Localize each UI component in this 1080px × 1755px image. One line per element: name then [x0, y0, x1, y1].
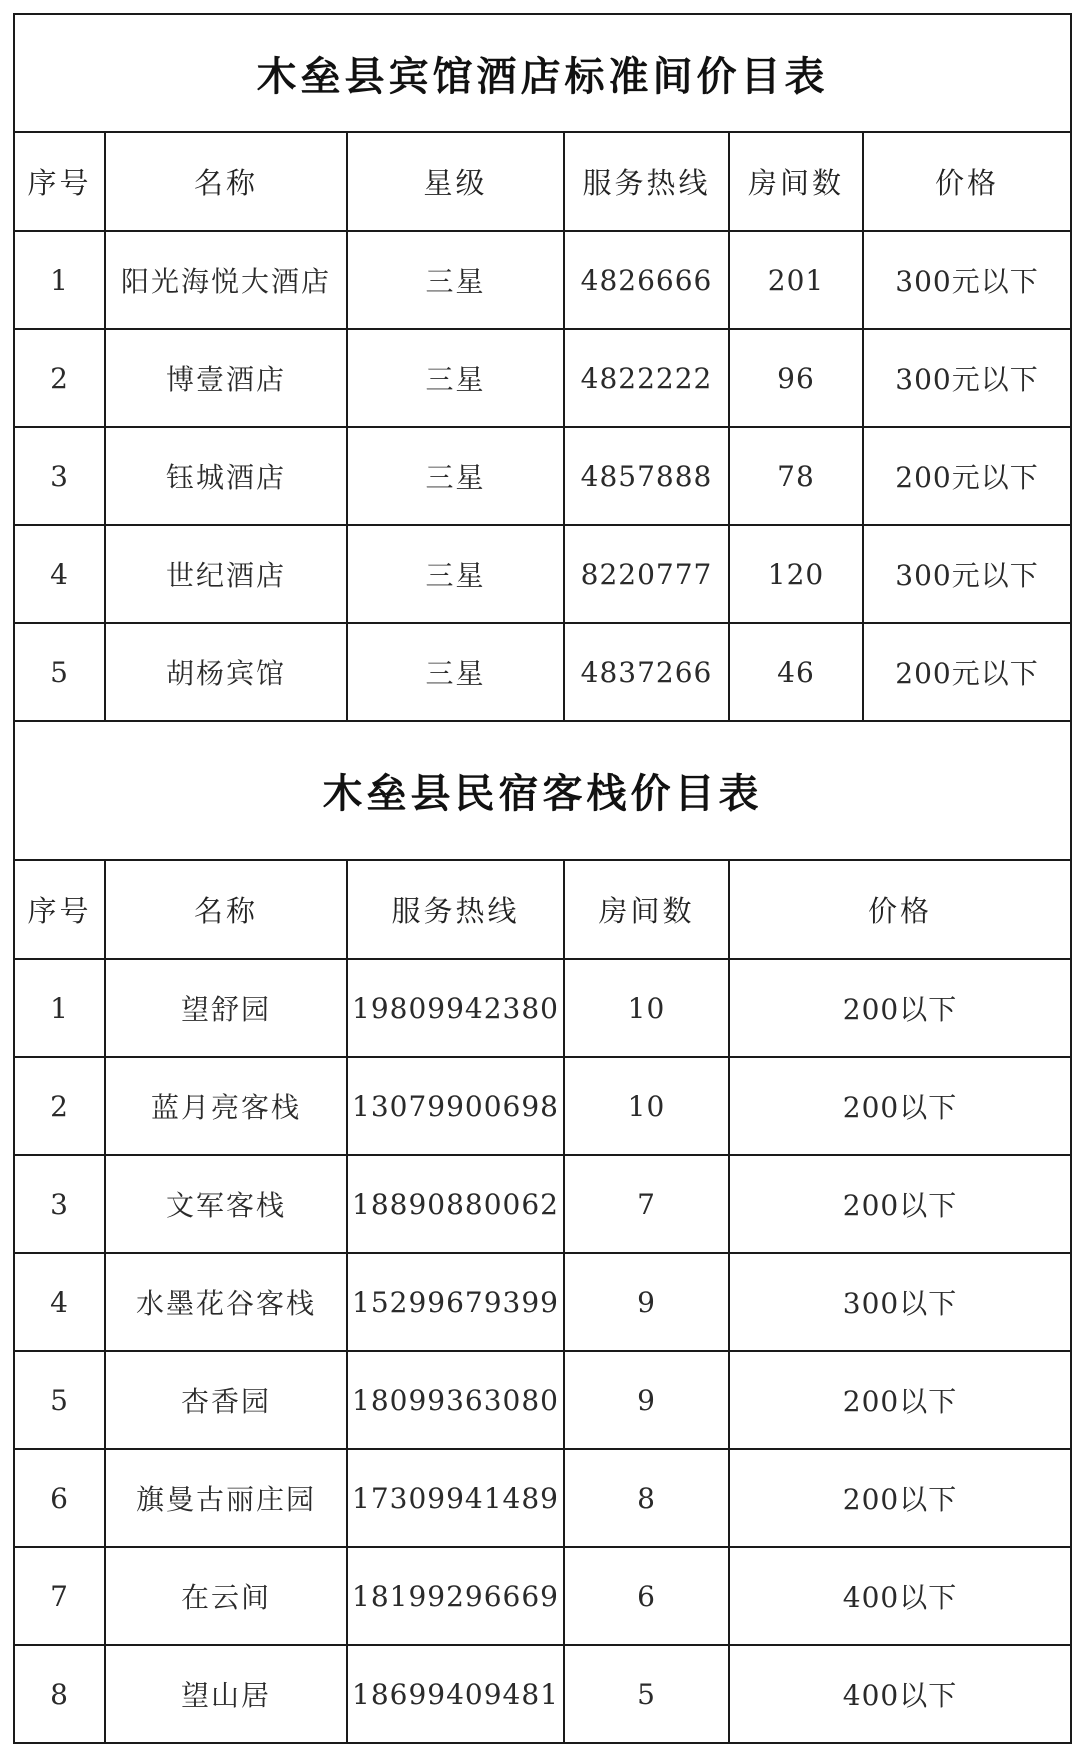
header-price: 价格 — [729, 860, 1071, 959]
cell-rooms: 8 — [564, 1449, 729, 1547]
table-row — [14, 525, 1071, 623]
header-hotline: 服务热线 — [347, 860, 564, 959]
hotel-price-table — [13, 13, 1072, 722]
cell-rooms: 9 — [564, 1351, 729, 1449]
table-row — [14, 231, 1071, 329]
cell-no: 4 — [14, 1253, 105, 1351]
cell-rooms: 96 — [729, 329, 863, 427]
header-hotline: 服务热线 — [564, 132, 729, 231]
table-row — [14, 959, 1071, 1057]
cell-price: 300元以下 — [863, 329, 1071, 427]
cell-hotline: 18099363080 — [347, 1351, 564, 1449]
table-row — [14, 1253, 1071, 1351]
cell-no: 8 — [14, 1645, 105, 1743]
cell-rooms: 120 — [729, 525, 863, 623]
cell-name: 水墨花谷客栈 — [105, 1253, 347, 1351]
table-row — [14, 427, 1071, 525]
cell-name: 钰城酒店 — [105, 427, 347, 525]
homestay-table-title: 木垒县民宿客栈价目表 — [14, 721, 1071, 860]
cell-name: 蓝月亮客栈 — [105, 1057, 347, 1155]
cell-no: 7 — [14, 1547, 105, 1645]
cell-hotline: 13079900698 — [347, 1057, 564, 1155]
cell-price: 200元以下 — [863, 427, 1071, 525]
homestay-price-table — [13, 720, 1072, 1744]
header-star: 星级 — [347, 132, 564, 231]
cell-price: 300元以下 — [863, 525, 1071, 623]
header-rooms: 房间数 — [729, 132, 863, 231]
cell-no: 5 — [14, 1351, 105, 1449]
cell-name: 世纪酒店 — [105, 525, 347, 623]
cell-no: 3 — [14, 1155, 105, 1253]
cell-hotline: 4837266 — [564, 623, 729, 721]
cell-price: 200元以下 — [863, 623, 1071, 721]
header-price: 价格 — [863, 132, 1071, 231]
header-no: 序号 — [14, 132, 105, 231]
cell-hotline: 4857888 — [564, 427, 729, 525]
cell-rooms: 10 — [564, 1057, 729, 1155]
cell-hotline: 17309941489 — [347, 1449, 564, 1547]
cell-no: 2 — [14, 329, 105, 427]
cell-no: 3 — [14, 427, 105, 525]
header-no: 序号 — [14, 860, 105, 959]
table-row — [14, 1351, 1071, 1449]
table-row — [14, 1155, 1071, 1253]
cell-price: 300以下 — [729, 1253, 1071, 1351]
cell-hotline: 4826666 — [564, 231, 729, 329]
cell-name: 文军客栈 — [105, 1155, 347, 1253]
cell-rooms: 10 — [564, 959, 729, 1057]
hotel-table-header-row — [14, 132, 1071, 231]
cell-name: 博壹酒店 — [105, 329, 347, 427]
cell-rooms: 5 — [564, 1645, 729, 1743]
cell-no: 1 — [14, 231, 105, 329]
cell-star: 三星 — [347, 329, 564, 427]
cell-price: 200以下 — [729, 959, 1071, 1057]
cell-name: 阳光海悦大酒店 — [105, 231, 347, 329]
cell-name: 旗曼古丽庄园 — [105, 1449, 347, 1547]
cell-rooms: 9 — [564, 1253, 729, 1351]
cell-price: 300元以下 — [863, 231, 1071, 329]
cell-name: 望山居 — [105, 1645, 347, 1743]
cell-price: 200以下 — [729, 1449, 1071, 1547]
cell-star: 三星 — [347, 525, 564, 623]
price-list-sheet — [13, 13, 1070, 1744]
cell-price: 400以下 — [729, 1547, 1071, 1645]
cell-rooms: 6 — [564, 1547, 729, 1645]
cell-hotline: 15299679399 — [347, 1253, 564, 1351]
table-row — [14, 1057, 1071, 1155]
cell-price: 200以下 — [729, 1155, 1071, 1253]
cell-hotline: 18199296669 — [347, 1547, 564, 1645]
homestay-table-header-row — [14, 860, 1071, 959]
cell-hotline: 18890880062 — [347, 1155, 564, 1253]
header-name: 名称 — [105, 860, 347, 959]
cell-name: 杏香园 — [105, 1351, 347, 1449]
cell-price: 400以下 — [729, 1645, 1071, 1743]
cell-hotline: 8220777 — [564, 525, 729, 623]
cell-name: 在云间 — [105, 1547, 347, 1645]
cell-no: 2 — [14, 1057, 105, 1155]
table-row — [14, 329, 1071, 427]
table-row — [14, 1449, 1071, 1547]
table-row — [14, 1547, 1071, 1645]
cell-star: 三星 — [347, 427, 564, 525]
cell-hotline: 19809942380 — [347, 959, 564, 1057]
cell-price: 200以下 — [729, 1351, 1071, 1449]
cell-hotline: 18699409481 — [347, 1645, 564, 1743]
cell-rooms: 46 — [729, 623, 863, 721]
header-name: 名称 — [105, 132, 347, 231]
table-row — [14, 1645, 1071, 1743]
hotel-table-title: 木垒县宾馆酒店标准间价目表 — [14, 14, 1071, 132]
cell-name: 望舒园 — [105, 959, 347, 1057]
table-row — [14, 623, 1071, 721]
cell-rooms: 201 — [729, 231, 863, 329]
cell-price: 200以下 — [729, 1057, 1071, 1155]
cell-no: 4 — [14, 525, 105, 623]
cell-no: 5 — [14, 623, 105, 721]
cell-name: 胡杨宾馆 — [105, 623, 347, 721]
cell-hotline: 4822222 — [564, 329, 729, 427]
cell-rooms: 78 — [729, 427, 863, 525]
cell-star: 三星 — [347, 623, 564, 721]
cell-no: 1 — [14, 959, 105, 1057]
cell-star: 三星 — [347, 231, 564, 329]
header-rooms: 房间数 — [564, 860, 729, 959]
cell-rooms: 7 — [564, 1155, 729, 1253]
cell-no: 6 — [14, 1449, 105, 1547]
